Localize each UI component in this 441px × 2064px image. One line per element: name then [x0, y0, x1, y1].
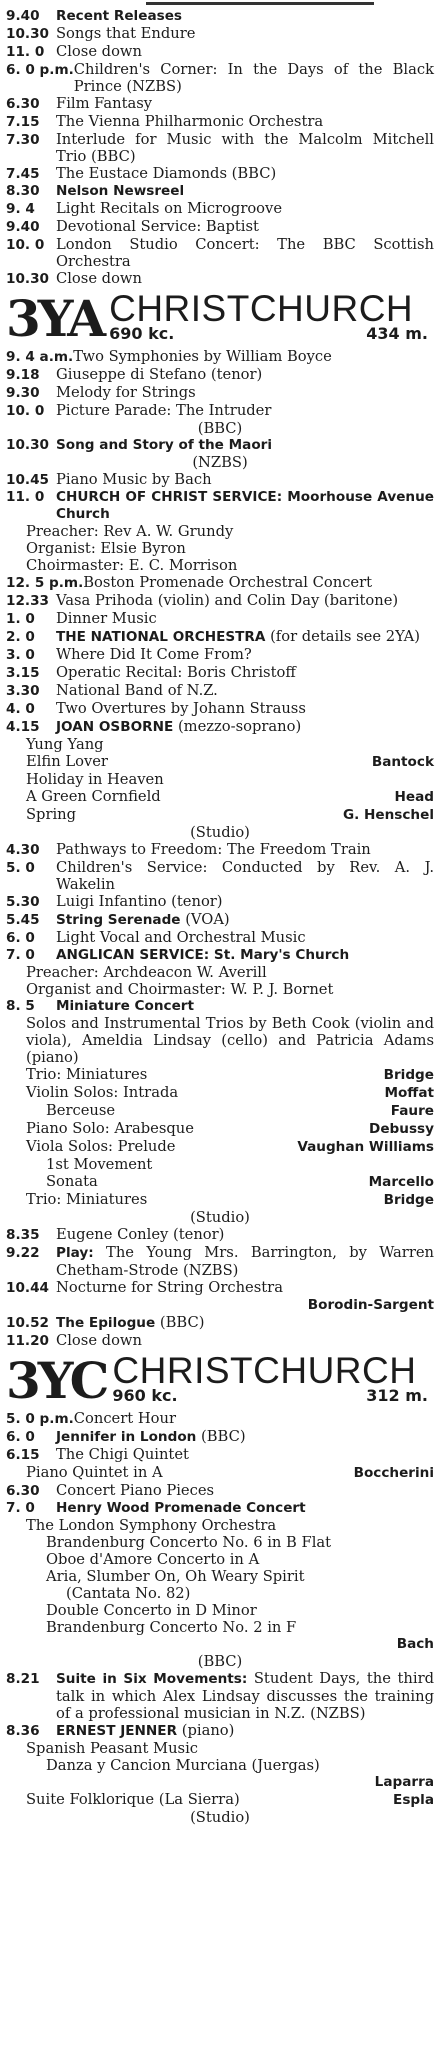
- programme-entry: 8. 5 Miniature Concert: [6, 998, 195, 1014]
- work-row: Trio: Miniatures Bridge: [26, 1066, 434, 1083]
- programme-entry: 8.21 Suite in Six Movements: Student Days, the third talk in which Alex Lindsay discusses the training of a professional musician in N.Z. (NZBS): [6, 1670, 434, 1722]
- programme-entry: 9.18 Giuseppe di Stefano (tenor): [6, 366, 263, 383]
- programme-entry: 8.30 Nelson Newsreel: [6, 183, 185, 199]
- programme-entry: 10.45 Piano Music by Bach: [6, 471, 212, 488]
- programme-entry: 10.30 Songs that Endure: [6, 25, 196, 42]
- source-tag: (BBC): [197, 1653, 243, 1670]
- station-header-3ya: [6, 288, 434, 348]
- programme-entry: 11. 0 Close down: [6, 43, 142, 60]
- detail-line: (Cantata No. 82): [66, 1585, 191, 1602]
- programme-entry: 12.33 Vasa Prihoda (violin) and Colin Day (baritone): [6, 592, 399, 609]
- source-tag: (NZBS): [192, 454, 248, 471]
- detail-line: Brandenburg Concerto No. 2 in F: [46, 1619, 297, 1636]
- callsign: 3YC: [6, 1351, 107, 1410]
- programme-entry: 11.20 Close down: [6, 1332, 142, 1349]
- programme-entry: 10. 0 Picture Parade: The Intruder: [6, 402, 272, 419]
- programme-entry: 3. 0 Where Did It Come From?: [6, 646, 252, 663]
- programme-entry: 7.30 Interlude for Music with the Malcolm Mitchell Trio (BBC): [6, 131, 434, 165]
- work-row: Viola Solos: Prelude Vaughan Williams: [26, 1138, 434, 1155]
- work-row: Berceuse Faure: [46, 1102, 434, 1119]
- detail-line: Oboe d'Amore Concerto in A: [46, 1551, 260, 1568]
- programme-entry: 8.35 Eugene Conley (tenor): [6, 1226, 225, 1243]
- wavelength: 434 m.: [366, 324, 428, 343]
- station-listing-3yc: [6, 1410, 434, 1826]
- source-tag: (Studio): [190, 1209, 250, 1226]
- programme-entry: 6.30 Concert Piano Pieces: [6, 1482, 215, 1499]
- detail-line: Aria, Slumber On, Oh Weary Spirit: [46, 1568, 305, 1585]
- detail-line: Danza y Cancion Murciana (Juergas): [46, 1757, 320, 1774]
- programme-entry: 9. 4 Light Recitals on Microgroove: [6, 200, 283, 217]
- programme-entry: 2. 0 THE NATIONAL ORCHESTRA (for details see 2YA): [6, 628, 420, 645]
- composer: Borodin-Sargent: [307, 1297, 434, 1313]
- programme-entry: 10.44 Nocturne for String Orchestra: [6, 1279, 283, 1296]
- work-row: Trio: Miniatures Bridge: [26, 1191, 434, 1208]
- programme-entry: 6.15 The Chigi Quintet: [6, 1446, 189, 1463]
- composer: Laparra: [374, 1774, 434, 1790]
- station-header-3yc: [6, 1350, 434, 1410]
- detail-line: Spanish Peasant Music: [26, 1740, 198, 1757]
- detail-line: Double Concerto in D Minor: [46, 1602, 257, 1619]
- programme-entry: 10.52 The Epilogue (BBC): [6, 1314, 205, 1331]
- programme-entry: 3.30 National Band of N.Z.: [6, 682, 218, 699]
- detail-line: Choirmaster: E. C. Morrison: [26, 557, 238, 574]
- programme-entry: 10.30 Close down: [6, 270, 142, 287]
- programme-entry: 6.30 Film Fantasy: [6, 95, 153, 112]
- station-city: CHRISTCHURCH: [112, 1350, 417, 1391]
- work-row: Holiday in Heaven: [26, 771, 164, 788]
- detail-line: Brandenburg Concerto No. 6 in B Flat: [46, 1534, 332, 1551]
- programme-entry: 5. 0 Children's Service: Conducted by Rev. A. J. Wakelin: [6, 859, 434, 893]
- detail-line: The London Symphony Orchestra: [26, 1517, 277, 1534]
- programme-entry: 10.30 Song and Story of the Maori: [6, 437, 273, 453]
- detail-line: Organist and Choirmaster: W. P. J. Bornet: [26, 981, 334, 998]
- programme-entry: 4.30 Pathways to Freedom: The Freedom Train: [6, 841, 371, 858]
- cropped-header-rule: [6, 0, 434, 8]
- source-tag: (BBC): [197, 420, 243, 437]
- programme-entry: 5.45 String Serenade (VOA): [6, 911, 230, 928]
- listing-column: [6, 0, 434, 1826]
- previous-station-listing: [6, 8, 434, 288]
- programme-entry: 10. 0 London Studio Concert: The BBC Scottish Orchestra: [6, 236, 434, 270]
- programme-entry: 7. 0 ANGLICAN SERVICE: St. Mary's Church: [6, 947, 350, 963]
- programme-entry: 12. 5 p.m. Boston Promenade Orchestral Concert: [6, 574, 373, 591]
- programme-entry: 9.30 Melody for Strings: [6, 384, 196, 401]
- work-row: Elfin Lover Bantock: [26, 753, 434, 770]
- work-row: Piano Quintet in A Boccherini: [26, 1464, 434, 1481]
- programme-entry: 4.15 JOAN OSBORNE (mezzo-soprano): [6, 718, 302, 735]
- programme-entry: 8.36 ERNEST JENNER (piano): [6, 1722, 235, 1739]
- programme-entry: 11. 0 CHURCH OF CHRIST SERVICE: Moorhouse Avenue Church: [6, 489, 434, 522]
- programme-entry: 1. 0 Dinner Music: [6, 610, 157, 627]
- wavelength: 312 m.: [366, 1386, 428, 1405]
- programme-entry: 9.22 Play: The Young Mrs. Barrington, by Warren Chetham-Strode (NZBS): [6, 1244, 434, 1279]
- work-row: A Green Cornfield Head: [26, 788, 434, 805]
- composer: Bach: [396, 1636, 434, 1652]
- detail-line: Organist: Elsie Byron: [26, 540, 186, 557]
- programme-entry: 7.15 The Vienna Philharmonic Orchestra: [6, 113, 324, 130]
- frequency: 690 kc.: [109, 324, 175, 343]
- programme-entry: 5.30 Luigi Infantino (tenor): [6, 893, 223, 910]
- programme-entry: 7.45 The Eustace Diamonds (BBC): [6, 165, 277, 182]
- programme-entry: 6. 0 Light Vocal and Orchestral Music: [6, 929, 306, 946]
- work-row: Violin Solos: Intrada Moffat: [26, 1084, 434, 1101]
- programme-entry: 5. 0 p.m. Concert Hour: [6, 1410, 176, 1427]
- station-city: CHRISTCHURCH: [109, 288, 414, 329]
- programme-entry: 9. 4 a.m. Two Symphonies by William Boyce: [6, 348, 332, 365]
- programme-entry: 4. 0 Two Overtures by Johann Strauss: [6, 700, 306, 717]
- detail-line: Preacher: Archdeacon W. Averill: [26, 964, 267, 981]
- programme-entry: 3.15 Operatic Recital: Boris Christoff: [6, 664, 296, 681]
- work-row: Piano Solo: Arabesque Debussy: [26, 1120, 434, 1137]
- programme-entry: 9.40 Devotional Service: Baptist: [6, 218, 259, 235]
- source-tag: (Studio): [190, 824, 250, 841]
- detail-line: 1st Movement: [46, 1156, 153, 1173]
- work-row: Spring G. Henschel: [26, 806, 434, 823]
- station-listing-3ya: [6, 348, 434, 1350]
- source-tag: (Studio): [190, 1809, 250, 1826]
- programme-entry: 7. 0 Henry Wood Promenade Concert: [6, 1500, 306, 1516]
- detail-line: Preacher: Rev A. W. Grundy: [26, 523, 234, 540]
- programme-entry: 9.40 Recent Releases: [6, 8, 183, 24]
- frequency: 960 kc.: [112, 1386, 178, 1405]
- concert-description: Solos and Instrumental Trios by Beth Cook (violin and viola), Ameldia Lindsay (cello) and Patricia Adams (piano): [26, 1015, 434, 1066]
- work-row: Suite Folklorique (La Sierra) Espla: [26, 1791, 434, 1808]
- callsign: 3YA: [6, 289, 104, 348]
- programme-entry: 6. 0 Jennifer in London (BBC): [6, 1428, 246, 1445]
- programme-entry: 6. 0 p.m. Children's Corner: In the Days of the Black Prince (NZBS): [6, 61, 434, 95]
- work-row: Sonata Marcello: [46, 1173, 434, 1190]
- work-row: Yung Yang: [26, 736, 104, 753]
